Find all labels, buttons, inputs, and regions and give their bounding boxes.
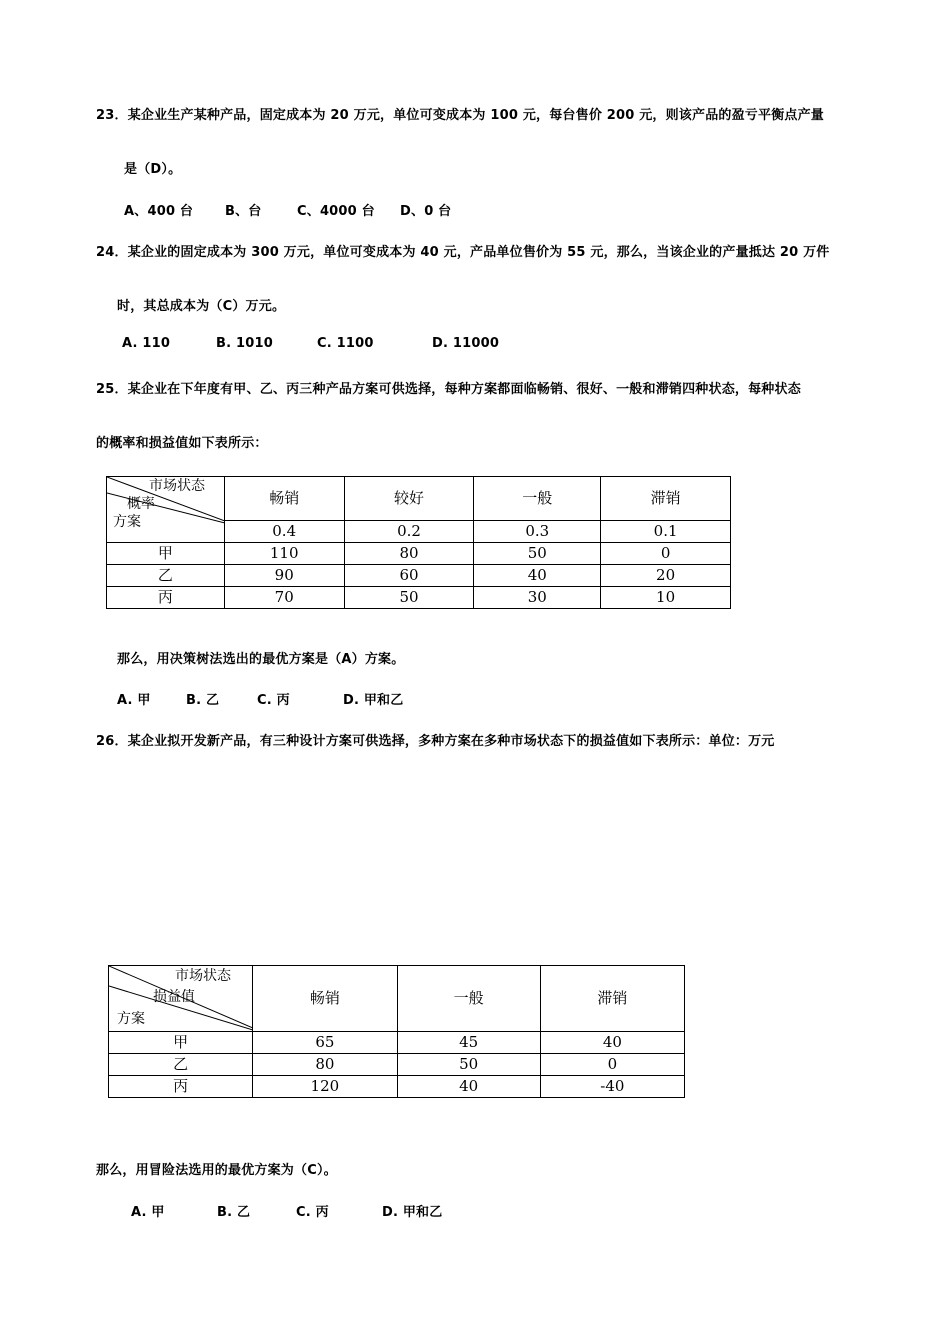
table-cell: 45: [397, 1032, 540, 1054]
q24-stem-line2: 时，其总成本为（C）万元。: [117, 299, 286, 314]
q26-option-b: B. 乙: [217, 1205, 251, 1220]
table-cell: 120: [253, 1076, 397, 1098]
table-row: [107, 587, 731, 609]
q26-col-header-3: 滞销: [540, 966, 684, 1032]
q23-option-d: D、0 台: [400, 204, 452, 219]
q25-options: [117, 689, 403, 708]
table-cell: 40: [474, 565, 601, 587]
q25-option-a: A. 甲: [117, 693, 151, 708]
table-cell: 10: [601, 587, 731, 609]
q23-option-a: A、400 台: [124, 204, 194, 219]
table-cell: 90: [224, 565, 344, 587]
q25-question: 那么，用决策树法选出的最优方案是（A）方案。: [117, 652, 405, 667]
table-row: [107, 565, 731, 587]
table-cell: -40: [540, 1076, 684, 1098]
q25-stem-line2: 的概率和损益值如下表所示：: [96, 436, 268, 451]
q23-option-b: B、台: [225, 204, 262, 219]
table-row: [109, 1032, 685, 1054]
q24-options: [122, 336, 499, 351]
q25-prob-1: 0.4: [224, 521, 344, 543]
q23-option-c: C、4000 台: [297, 204, 375, 219]
table-cell: 80: [344, 543, 474, 565]
q26-col-header-2: 一般: [397, 966, 540, 1032]
row-name: 甲: [109, 1032, 253, 1054]
corner-label-plan: 方案: [117, 1011, 145, 1027]
row-name: 乙: [107, 565, 225, 587]
q24-option-a: A. 110: [122, 336, 171, 351]
table-cell: 40: [540, 1032, 684, 1054]
table-cell: 50: [344, 587, 474, 609]
q25-option-b: B. 乙: [186, 693, 220, 708]
corner-label-payoff: 损益值: [153, 989, 195, 1005]
table-cell: 70: [224, 587, 344, 609]
q26-option-a: A. 甲: [131, 1205, 165, 1220]
q24-option-b: B. 1010: [216, 336, 273, 351]
q25-payoff-table: [106, 476, 731, 609]
q23-stem-line1: 23．某企业生产某种产品，固定成本为 20 万元，单位可变成本为 100 元，每台售价 200 元，则该产品的盈亏平衡点产量: [96, 108, 825, 123]
q26-table-corner-cell: [109, 966, 253, 1032]
q25-stem-line1: 25．某企业在下年度有甲、乙、丙三种产品方案可供选择，每种方案都面临畅销、很好、一般和滞销四种状态，每种状态: [96, 382, 801, 397]
q25-table-corner-cell: [107, 477, 225, 543]
table-cell: 40: [397, 1076, 540, 1098]
q26-question: 那么，用冒险法选用的最优方案为（C）。: [96, 1163, 337, 1178]
q26-payoff-table: [108, 965, 685, 1098]
row-name: 乙: [109, 1054, 253, 1076]
q26-option-c: C. 丙: [296, 1205, 329, 1220]
q24-stem-line1: 24．某企业的固定成本为 300 万元，单位可变成本为 40 元，产品单位售价为 55 元，那么，当该企业的产量抵达 20 万件: [96, 245, 830, 260]
table-cell: 0: [540, 1054, 684, 1076]
q24-option-c: C. 1100: [317, 336, 374, 351]
q25-col-header-2: 较好: [344, 477, 474, 521]
q23-options: [124, 200, 451, 219]
q26-col-header-1: 畅销: [253, 966, 397, 1032]
table-cell: 20: [601, 565, 731, 587]
table-cell: 0: [601, 543, 731, 565]
q25-option-c: C. 丙: [257, 693, 290, 708]
row-name: 丙: [109, 1076, 253, 1098]
table-cell: 50: [474, 543, 601, 565]
q26-options: [131, 1201, 442, 1220]
q25-col-header-3: 一般: [474, 477, 601, 521]
q26-option-d: D. 甲和乙: [382, 1205, 443, 1220]
table-cell: 65: [253, 1032, 397, 1054]
q25-prob-3: 0.3: [474, 521, 601, 543]
corner-label-plan: 方案: [113, 514, 141, 530]
q25-prob-2: 0.2: [344, 521, 474, 543]
row-name: 丙: [107, 587, 225, 609]
q25-option-d: D. 甲和乙: [343, 693, 404, 708]
corner-label-market-state: 市场状态: [149, 478, 205, 494]
q25-prob-4: 0.1: [601, 521, 731, 543]
q23-stem-line2: 是（D）。: [124, 162, 182, 177]
q25-col-header-4: 滞销: [601, 477, 731, 521]
table-cell: 50: [397, 1054, 540, 1076]
q26-table-header-row: [109, 966, 685, 1032]
q26-stem-line1: 26．某企业拟开发新产品，有三种设计方案可供选择，多种方案在多种市场状态下的损益值如下表所示：单位：万元: [96, 734, 775, 749]
table-cell: 110: [224, 543, 344, 565]
q25-col-header-1: 畅销: [224, 477, 344, 521]
table-row: [107, 543, 731, 565]
corner-label-probability: 概率: [127, 496, 155, 512]
table-row: [109, 1054, 685, 1076]
row-name: 甲: [107, 543, 225, 565]
table-cell: 30: [474, 587, 601, 609]
q24-option-d: D. 11000: [432, 336, 500, 351]
table-cell: 60: [344, 565, 474, 587]
q25-table-header-row: [107, 477, 731, 521]
table-row: [109, 1076, 685, 1098]
corner-label-market-state: 市场状态: [175, 968, 231, 984]
table-cell: 80: [253, 1054, 397, 1076]
